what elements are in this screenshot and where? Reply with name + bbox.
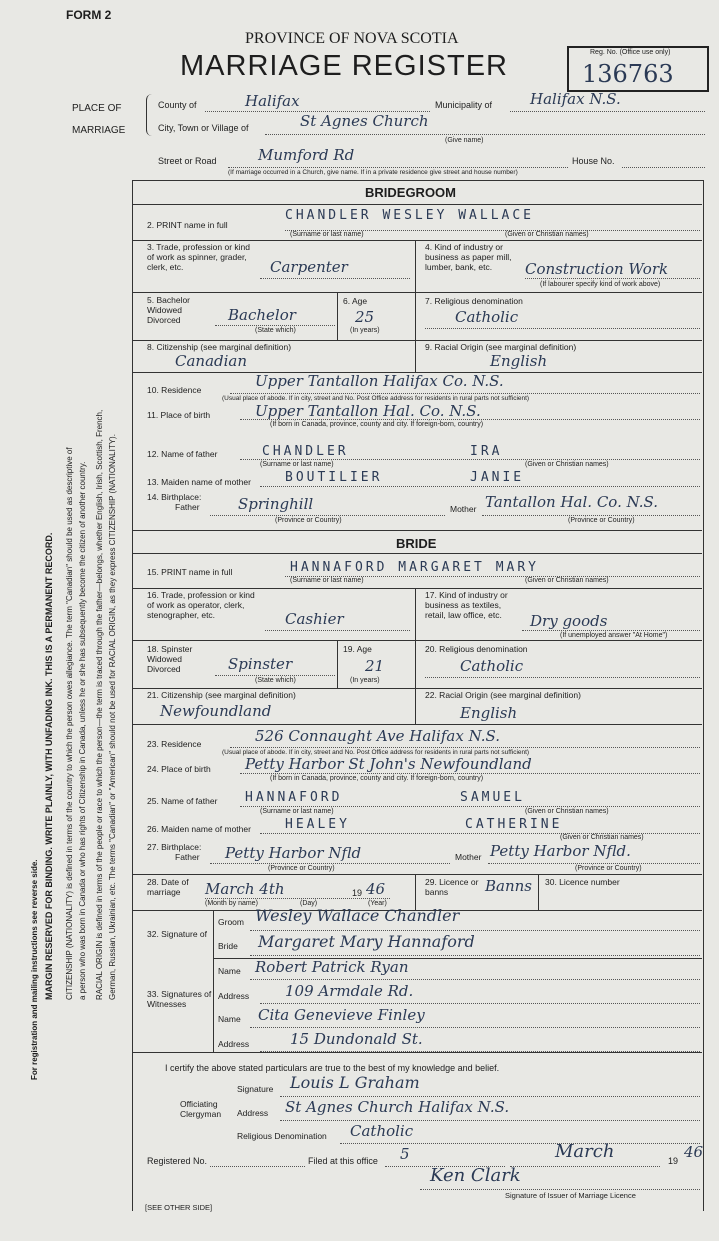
bride-status: Spinster [228, 655, 293, 673]
w2-name-label: Name [218, 1014, 241, 1024]
margin-note-6: German, Russian, Ukrainian, etc. The terms "Canadian" or "American" should not be used for RACIAL ORIGIN, as they express CITIZENSHIP (NATIONALITY). [108, 434, 117, 1000]
document-title: MARRIAGE REGISTER [180, 50, 508, 82]
given-caption: (Given or Christian names) [505, 231, 589, 238]
witness1-address: 109 Armdale Rd. [285, 982, 414, 1000]
groom-residence: Upper Tantallon Halifax Co. N.S. [255, 372, 504, 390]
marriage-year-prefix: 19 [352, 888, 363, 898]
bride-sig-label: Bride [218, 941, 238, 951]
mother-label: Mother [450, 504, 477, 514]
birth-caption: (If born in Canada, province, county and city. If foreign-born, country) [270, 775, 484, 782]
state-which-caption: (State which) [255, 327, 296, 334]
margin-note-2: MARGIN RESERVED FOR BINDING. WRITE PLAINLY, WITH UNFADING INK. THIS IS A PERMANENT RECORD. [44, 532, 54, 1000]
clergy-signature: Louis L Graham [290, 1073, 420, 1092]
f13-label: 13. Maiden name of mother [147, 477, 251, 487]
bride-residence: 526 Connaught Ave Halifax N.S. [255, 727, 501, 745]
filed-label: Filed at this office [308, 1156, 378, 1166]
marriage-year: 46 [366, 880, 386, 898]
city-label: City, Town or Village of [158, 123, 249, 133]
groom-name: CHANDLER WESLEY WALLACE [285, 208, 535, 223]
province-caption: (Province or Country) [275, 517, 342, 524]
municipality-value: Halifax N.S. [530, 90, 621, 108]
bride-racial: English [460, 704, 518, 722]
years-caption: (In years) [350, 677, 380, 684]
bride-name: HANNAFORD MARGARET MARY [290, 560, 540, 575]
licence-value: Banns [485, 877, 532, 895]
municipality-label: Municipality of [435, 100, 493, 110]
form-number: FORM 2 [66, 8, 112, 22]
surname-caption: (Surname or last name) [260, 808, 334, 815]
f7-label: 7. Religious denomination [425, 296, 523, 306]
groom-racial: English [490, 352, 548, 370]
f20-label: 20. Religious denomination [425, 644, 528, 654]
surname-caption: (Surname or last name) [290, 231, 364, 238]
f11-label: 11. Place of birth [147, 410, 211, 420]
day-caption: (Day) [300, 900, 318, 907]
f23-label: 23. Residence [147, 739, 202, 749]
witness1-name: Robert Patrick Ryan [255, 958, 409, 976]
margin-note-5: RACIAL ORIGIN is defined in terms of the people or race to which the person—the term is traced through the father—belongs, whether English, Irish, Scottish, French, [95, 409, 104, 1000]
f5-label: 5. Bachelor Widowed Divorced [147, 295, 190, 325]
officiating-label: Officiating Clergyman [180, 1099, 222, 1119]
place-label-2: MARRIAGE [72, 125, 126, 136]
bridegroom-heading: BRIDEGROOM [365, 185, 456, 200]
birthplace-label: 27. Birthplace: [147, 842, 202, 852]
bride-trade: Cashier [285, 610, 344, 628]
residence-caption: (Usual place of abode. If in city, street and No. Post Office address for residents in rural parts not sufficient) [222, 749, 530, 756]
groom-signature: Wesley Wallace Chandler [255, 906, 460, 925]
street-value: Mumford Rd [258, 146, 355, 164]
f2-label: 2. PRINT name in full [147, 220, 228, 230]
filed-day: 5 [400, 1145, 410, 1163]
groom-birthplace: Upper Tantallon Hal. Co. N.S. [255, 402, 481, 420]
f16-label: 16. Trade, profession or kind of work as operator, clerk, stenographer, etc. [147, 590, 255, 620]
f29-label: 29. Licence or banns [425, 877, 479, 897]
mother-label: Mother [455, 852, 482, 862]
f3-label: 3. Trade, profession or kind of work as spinner, grader, clerk, etc. [147, 242, 251, 272]
given-caption: (Given or Christian names) [525, 461, 609, 468]
county-value: Halifax [245, 92, 300, 110]
bride-mother-birthplace: Petty Harbor Nfld. [490, 842, 631, 860]
bride-father-birthplace: Petty Harbor Nfld [225, 844, 362, 862]
f17-label: 17. Kind of industry or business as textiles, retail, law office, etc. [425, 590, 508, 620]
issuer-caption: Signature of Issuer of Marriage Licence [505, 1191, 636, 1200]
registration-number: 136763 [582, 60, 674, 88]
filed-year-prefix: 19 [668, 1156, 679, 1166]
give-name-caption: (Give name) [445, 137, 484, 144]
bride-heading: BRIDE [396, 536, 437, 551]
province-heading: PROVINCE OF NOVA SCOTIA [245, 30, 459, 47]
bride-mother-surname: HEALEY [285, 817, 350, 832]
groom-mother-surname: BOUTILIER [285, 470, 383, 485]
bride-father-surname: HANNAFORD [245, 790, 343, 805]
province-caption: (Province or Country) [268, 865, 335, 872]
filed-month: March [555, 1141, 615, 1162]
groom-religion: Catholic [455, 308, 519, 326]
f10-label: 10. Residence [147, 385, 202, 395]
birthplace-label: 14. Birthplace: [147, 492, 202, 502]
marriage-date: March 4th [205, 880, 285, 898]
given-caption: (Given or Christian names) [525, 577, 609, 584]
birth-caption: (If born in Canada, province, county and city. If foreign-born, country) [270, 421, 484, 428]
f18-label: 18. Spinster Widowed Divorced [147, 644, 193, 674]
w1-name-label: Name [218, 966, 241, 976]
city-value: St Agnes Church [300, 112, 429, 130]
father-label: Father [175, 501, 200, 512]
f30-label: 30. Licence number [545, 877, 620, 887]
f14-label [147, 493, 201, 513]
state-which-caption: (State which) [255, 677, 296, 684]
unemployed-caption: (If unemployed answer "At Home") [560, 632, 668, 639]
margin-note-1: For registration and mailing instructions see reverse side. [30, 859, 39, 1080]
margin-note-4: a person who was born in Canada or who has rights of Citizenship in Canada, unless he or she has subsequently become the citizen of another country. [78, 461, 87, 1000]
issuer-signature: Ken Clark [430, 1165, 521, 1186]
groom-citizenship: Canadian [175, 352, 248, 370]
groom-industry: Construction Work [525, 260, 669, 278]
f12-label: 12. Name of father [147, 449, 218, 459]
clergy-address-label: Address [237, 1108, 269, 1118]
f28-label: 28. Date of marriage [147, 877, 189, 897]
witness2-address: 15 Dundonald St. [290, 1030, 423, 1048]
f24-label: 24. Place of birth [147, 764, 211, 774]
groom-father-given: IRA [470, 444, 503, 459]
street-label: Street or Road [158, 156, 217, 166]
f4-label: 4. Kind of industry or business as paper mill, lumber, bank, etc. [425, 242, 512, 272]
groom-age: 25 [355, 308, 375, 326]
bride-citizenship: Newfoundland [160, 702, 272, 720]
filed-year: 46 [684, 1143, 704, 1161]
place-brace [146, 94, 153, 136]
month-caption: (Month by name) [205, 900, 258, 907]
f8-label: 8. Citizenship (see marginal definition) [147, 342, 292, 352]
see-other-side: [SEE OTHER SIDE] [145, 1203, 213, 1212]
certify-text: I certify the above stated particulars are true to the best of my knowledge and belief. [165, 1063, 500, 1073]
residence-caption: (Usual place of abode. If in city, street and No. Post Office address for residents in rural parts not sufficient) [222, 395, 530, 402]
surname-caption: (Surname or last name) [290, 577, 364, 584]
bride-religion: Catholic [460, 657, 524, 675]
f21-label: 21. Citizenship (see marginal definition) [147, 690, 296, 700]
labourer-caption: (If labourer specify kind of work above) [540, 281, 661, 288]
f32-label: 32. Signature of [147, 929, 208, 939]
f27-label [147, 843, 201, 863]
w2-address-label: Address [218, 1039, 250, 1049]
clergy-address: St Agnes Church Halifax N.S. [285, 1098, 510, 1116]
bride-industry: Dry goods [530, 612, 608, 630]
place-label [72, 98, 125, 142]
f26-label: 26. Maiden name of mother [147, 824, 251, 834]
place-label-1: PLACE OF [72, 103, 122, 114]
years-caption: (In years) [350, 327, 380, 334]
bride-age: 21 [365, 657, 385, 675]
f15-label: 15. PRINT name in full [147, 567, 233, 577]
county-label: County of [158, 100, 197, 110]
witness2-name: Cita Genevieve Finley [258, 1006, 425, 1024]
f33-label: 33. Signatures of Witnesses [147, 989, 212, 1009]
groom-mother-birthplace: Tantallon Hal. Co. N.S. [485, 493, 659, 511]
house-label: House No. [572, 156, 615, 166]
given-caption: (Given or Christian names) [560, 834, 644, 841]
groom-sig-label: Groom [218, 917, 244, 927]
w1-address-label: Address [218, 991, 250, 1001]
bride-mother-given: CATHERINE [465, 817, 563, 832]
f6-label: 6. Age [343, 296, 368, 306]
f22-label: 22. Racial Origin (see marginal definition) [425, 690, 581, 700]
groom-trade: Carpenter [270, 258, 348, 276]
given-caption: (Given or Christian names) [525, 808, 609, 815]
bride-birthplace: Petty Harbor St John's Newfoundland [245, 755, 532, 773]
province-caption: (Province or Country) [575, 865, 642, 872]
groom-father-surname: CHANDLER [262, 444, 349, 459]
bride-signature: Margaret Mary Hannaford [258, 932, 475, 951]
street-note: (If marriage occurred in a Church, give name. If in a private residence give street and house number) [228, 169, 518, 176]
f19-label: 19. Age [343, 644, 372, 654]
father-label: Father [175, 851, 200, 862]
f25-label: 25. Name of father [147, 796, 218, 806]
registration-label: Reg. No. (Office use only) [590, 49, 671, 56]
clergy-sig-label: Signature [237, 1084, 274, 1094]
groom-father-birthplace: Springhill [238, 495, 314, 513]
registered-label: Registered No. [147, 1156, 208, 1166]
f9-label: 9. Racial Origin (see marginal definition) [425, 342, 577, 352]
margin-note-3: CITIZENSHIP (NATIONALITY) is defined in terms of the country to which the person owes allegiance. The term "Canadian" should be used as descriptive of [65, 447, 74, 1000]
year-caption: (Year) [368, 900, 387, 907]
province-caption: (Province or Country) [568, 517, 635, 524]
clergy-denomination: Catholic [350, 1122, 414, 1140]
bride-father-given: SAMUEL [460, 790, 525, 805]
denomination-label: Religious Denomination [237, 1131, 327, 1141]
groom-status: Bachelor [228, 306, 296, 324]
groom-mother-given: JANIE [470, 470, 525, 485]
surname-caption: (Surname or last name) [260, 461, 334, 468]
